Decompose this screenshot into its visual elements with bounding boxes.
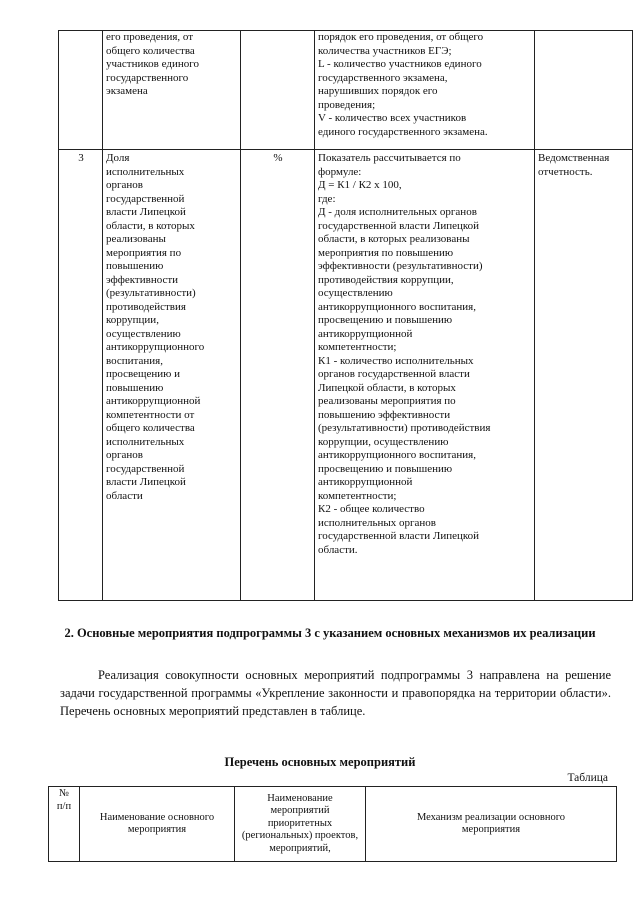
header-mechanism: Механизм реализации основного мероприятия (366, 787, 617, 862)
table-header-row (49, 787, 617, 862)
intro-paragraph: Реализация совокупности основных мероприятий подпрограммы 3 направлена на решение задачи государственной программы «Укрепление законности и правопорядка на территории области». Перечень основных мероприятий представлен в таблице. (60, 668, 611, 718)
indicator-unit (241, 31, 315, 150)
indicator-formula: порядок его проведения, от общего количества участников ЕГЭ; L - количество участников единого государственного экзамена, нарушивших порядок его проведения; V - количество всех участников единого государственного экзамена. (315, 31, 535, 150)
indicator-unit: % (241, 150, 315, 601)
row-number (59, 31, 103, 150)
list-heading: Перечень основных мероприятий (224, 755, 416, 769)
indicator-name: его проведения, от общего количества участников единого государственного экзамена (103, 31, 241, 150)
indicator-source: Ведомственная отчетность. (535, 150, 633, 601)
header-number: № п/п (49, 787, 80, 862)
events-table (48, 786, 617, 862)
indicator-source (535, 31, 633, 150)
indicator-table (58, 30, 633, 601)
table-caption: Таблица (567, 772, 608, 784)
indicator-formula: Показатель рассчитывается по формуле: Д = К1 / К2 х 100, где: Д - доля исполнительных органов государственной власти Липецкой области, в которых реализованы мероприятия по повышению эффективности (результативности) противодействия коррупции, осуществлению антикоррупционного воспитания, просвещению и повышению антикоррупционной компетентности; К1 - количество исполнительных органов государственной власти Липецкой области, в которых реализованы мероприятия по повышению эффективности (результативности) противодействия коррупции, осуществлению антикоррупционного воспитания, просвещению и повышению антикоррупционной компетентности; К2 - общее количество исполнительных органов государственной власти Липецкой области. (315, 150, 535, 601)
table-row (59, 31, 633, 150)
header-event-name: Наименование основного мероприятия (80, 787, 235, 862)
section-heading: 2. Основные мероприятия подпрограммы 3 с указанием основных механизмов их реализации (64, 626, 596, 640)
header-project-events: Наименование мероприятий приоритетных (региональных) проектов, мероприятий, (235, 787, 366, 862)
row-number: 3 (59, 150, 103, 601)
table-row (59, 150, 633, 601)
indicator-name: Доля исполнительных органов государственной власти Липецкой области, в которых реализованы мероприятия по повышению эффективности (результативности) противодействия коррупции, осуществлению антикоррупционного воспитания, просвещению и повышению антикоррупционной компетентности от общего количества исполнительных органов государственной власти Липецкой области (103, 150, 241, 601)
